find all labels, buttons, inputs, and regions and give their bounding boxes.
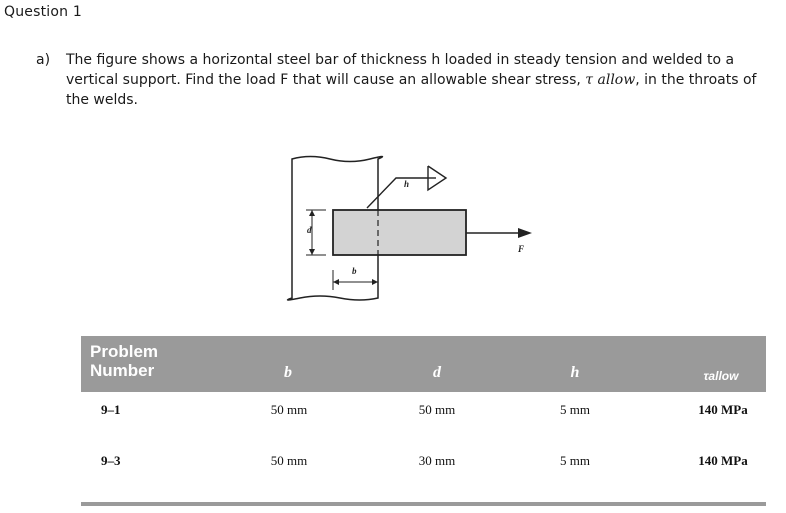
header-tau-allow: τallow [703,369,739,383]
cell-tau: 140 MPa [698,453,748,468]
tau-symbol: τ [585,72,594,88]
problem-table [81,336,766,468]
header-b: b [284,364,292,381]
header-d: d [433,364,441,381]
table-row [81,402,766,422]
weld-leader [367,178,428,208]
page-heading: Question 1 [4,4,82,20]
figure-label-b: b [352,266,357,276]
question-text-after: , in the throats of the welds. [66,72,757,108]
table-bottom-rule [81,502,766,506]
figure-label-d: d [307,225,312,235]
header-problem-number: Problem Number [90,342,159,380]
figure-label-F: F [518,244,525,254]
weld-figure [270,150,570,310]
force-arrowhead [518,228,532,238]
question-label: a) [36,52,51,68]
question-text [66,50,781,110]
steel-bar [333,210,466,255]
cell-h: 5 mm [560,402,590,417]
cell-b: 50 mm [270,402,308,417]
cell-h: 5 mm [560,453,590,468]
cell-b: 50 mm [270,453,308,468]
header-h: h [570,364,580,381]
table-header [81,336,766,392]
cell-number: 9–3 [101,453,121,468]
cell-d: 30 mm [418,453,456,468]
cell-tau: 140 MPa [698,402,748,417]
allow-subscript: allow [597,72,636,88]
cell-number: 9–1 [101,402,121,417]
figure-label-h: h [404,179,410,189]
question-text-before: The figure shows a horizontal steel bar of thickness h loaded in steady tension and welded to a vertical support. Find the load F that will cause an allowable shear stress, [66,52,735,88]
table-row [81,453,766,473]
cell-d: 50 mm [418,402,456,417]
